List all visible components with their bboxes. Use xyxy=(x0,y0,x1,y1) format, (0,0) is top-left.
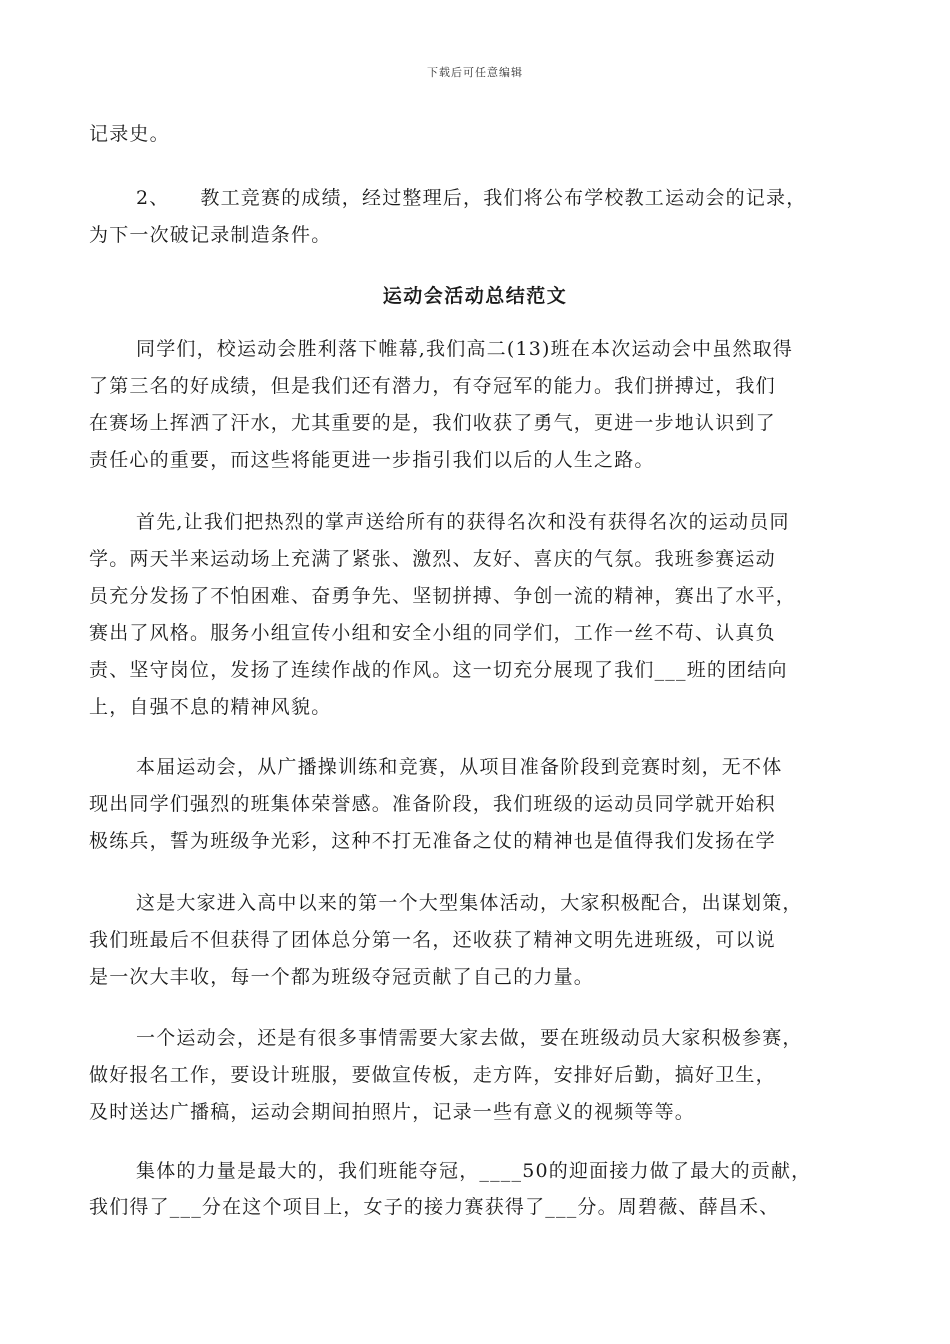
paragraph-line: 集体的力量是最大的，我们班能夺冠，____50的迎面接力做了最大的贡献， xyxy=(136,1160,812,1182)
paragraph-line: 员充分发扬了不怕困难、奋勇争先、坚韧拼搏、争创一流的精神，赛出了水平， xyxy=(89,585,797,607)
paragraph-line: 赛出了风格。服务小组宣传小组和安全小组的同学们，工作一丝不苟、认真负 xyxy=(89,622,776,644)
page-header: 下载后可任意编辑 xyxy=(427,66,523,79)
paragraph-line: 责任心的重要，而这些将能更进一步指引我们以后的人生之路。 xyxy=(89,449,655,471)
paragraph-line: 极练兵，誓为班级争光彩，这种不打无准备之仗的精神也是值得我们发扬在学 xyxy=(89,830,776,852)
list-item-2: 2、 教工竞赛的成绩，经过整理后，我们将公布学校教工运动会的记录， xyxy=(136,187,807,209)
text-line: 为下一次破记录制造条件。 xyxy=(89,224,332,246)
section-title: 运动会活动总结范文 xyxy=(382,285,568,307)
paragraph-line: 我们班最后不但获得了团体总分第一名，还收获了精神文明先进班级，可以说 xyxy=(89,929,776,951)
paragraph-line: 我们得了___分在这个项目上，女子的接力赛获得了___分。周碧薇、薛昌禾、 xyxy=(89,1196,780,1218)
paragraph-line: 首先,让我们把热烈的掌声送给所有的获得名次和没有获得名次的运动员同 xyxy=(136,511,790,533)
paragraph-line: 学。两天半来运动场上充满了紧张、激烈、友好、喜庆的气氛。我班参赛运动 xyxy=(89,548,776,570)
paragraph-line: 及时送达广播稿，运动会期间拍照片，记录一些有意义的视频等等。 xyxy=(89,1101,696,1123)
paragraph-line: 做好报名工作，要设计班服，要做宣传板，走方阵，安排好后勤，搞好卫生， xyxy=(89,1064,776,1086)
text-line: 记录史。 xyxy=(89,123,170,145)
paragraph-line: 一个运动会，还是有很多事情需要大家去做，要在班级动员大家积极参赛， xyxy=(136,1027,803,1049)
paragraph-line: 在赛场上挥洒了汗水，尤其重要的是，我们收获了勇气，更进一步地认识到了 xyxy=(89,412,776,434)
paragraph-line: 了第三名的好成绩，但是我们还有潜力，有夺冠军的能力。我们拼搏过，我们 xyxy=(89,375,776,397)
paragraph-line: 本届运动会，从广播操训练和竞赛，从项目准备阶段到竞赛时刻，无不体 xyxy=(136,756,783,778)
paragraph-line: 同学们，校运动会胜利落下帷幕,我们高二(13)班在本次运动会中虽然取得 xyxy=(136,338,794,360)
paragraph-line: 责、坚守岗位，发扬了连续作战的作风。这一切充分展现了我们___班的团结向 xyxy=(89,659,788,681)
paragraph-line: 这是大家进入高中以来的第一个大型集体活动，大家积极配合，出谋划策， xyxy=(136,892,803,914)
paragraph-line: 上，自强不息的精神风貌。 xyxy=(89,696,332,718)
paragraph-line: 是一次大丰收，每一个都为班级夺冠贡献了自己的力量。 xyxy=(89,966,595,988)
paragraph-line: 现出同学们强烈的班集体荣誉感。准备阶段，我们班级的运动员同学就开始积 xyxy=(89,793,776,815)
